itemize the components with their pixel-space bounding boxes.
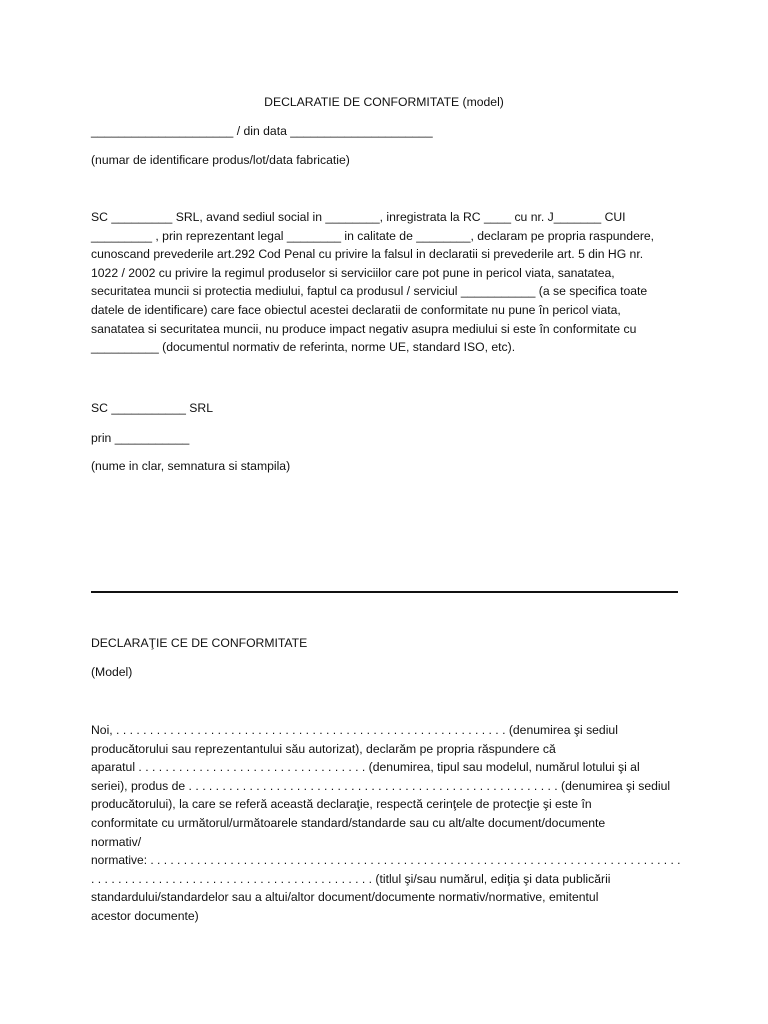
doc2-body — [91, 721, 681, 926]
doc1-body-line: securitatea muncii si protectia mediului, faptul ca produsul / serviciul ___________ (a se specifica toate — [91, 284, 648, 299]
doc2-body-line: conformitate cu următorul/următoarele standard/standarde sau cu alt/alte document/documente — [91, 815, 606, 830]
doc2-body-line: standardului/standardelor sau a altui/altor document/documente normativ/normative, emitentul — [91, 890, 599, 905]
doc1-title: DECLARATIE DE CONFORMITATE (model) — [264, 95, 504, 109]
doc1-body-line: datele de identificare) care face obiectul acestei declaratii de conformitate nu pune în pericol viata, — [91, 302, 621, 317]
doc1-signature-company: SC ___________ SRL — [91, 401, 213, 415]
doc1-body-line: _________ , prin reprezentant legal ________ in calitate de ________, declaram pe propria raspundere, — [91, 228, 655, 243]
doc1-id-line: _____________________ / din data _____________________ — [91, 124, 433, 138]
doc1-body-line: cunoscand prevederile art.292 Cod Penal cu privire la falsul in declaratii si prevederile art. 5 din HG nr. — [91, 247, 644, 262]
doc2-subtitle: (Model) — [91, 665, 133, 679]
doc2-body-line: seriei), produs de . . . . . . . . . . . . . . . . . . . . . . . . . . . . . . . . . . . . . . . . . . . . . . . . . . . . . . . (denumirea şi sediul — [91, 778, 671, 793]
doc2-body-line: aparatul . . . . . . . . . . . . . . . . . . . . . . . . . . . . . . . . . . (denumirea, tipul sau modelul, numărul lotului şi al — [91, 760, 640, 775]
doc2-title: DECLARAŢIE CE DE CONFORMITATE — [91, 636, 308, 650]
doc1-body-line: sanatatea si securitatea muncii, nu produce impact negativ asupra mediului si este în conformitate cu — [91, 321, 637, 336]
doc1-body-line: 1022 / 2002 cu privire la regimul produselor si serviciilor care pot pune in pericol viata, sanatatea, — [91, 265, 615, 280]
doc1-body-line: __________ (documentul normativ de referinta, norme UE, standard ISO, etc). — [91, 340, 516, 355]
doc2-body-line: producătorului), la care se referă această declaraţie, respectă cerinţele de protecţie şi este în — [91, 797, 592, 812]
doc1-body — [91, 208, 681, 357]
doc2-body-line: producătorului sau reprezentantului său autorizat), declarăm pe propria răspundere că — [91, 741, 556, 756]
doc2-body-line: normative: . . . . . . . . . . . . . . . . . . . . . . . . . . . . . . . . . . . . . . . . . . . . . . . . . . . . . . . . . . . . . . . . . . . . . . . . . . . . . . . . — [91, 853, 681, 868]
doc1-id-caption: (numar de identificare produs/lot/data fabricatie) — [91, 153, 350, 167]
doc2-body-line: acestor documente) — [91, 908, 199, 923]
section-divider — [91, 591, 678, 593]
doc2-body-line: . . . . . . . . . . . . . . . . . . . . . . . . . . . . . . . . . . . . . . . . . . (titlul şi/sau numărul, ediţia şi data publicării — [91, 871, 611, 886]
doc1-signature-prin: prin ___________ — [91, 431, 190, 445]
doc1-body-line: SC _________ SRL, avand sediul social in ________, inregistrata la RC ____ cu nr. J_______ CUI — [91, 210, 626, 224]
doc2-body-line: Noi, . . . . . . . . . . . . . . . . . . . . . . . . . . . . . . . . . . . . . . . . . . . . . . . . . . . . . . . . . . (denumirea şi sediul — [91, 723, 618, 737]
doc1-signature-caption: (nume in clar, semnatura si stampila) — [91, 459, 291, 473]
doc2-body-line: normativ/ — [91, 834, 142, 849]
